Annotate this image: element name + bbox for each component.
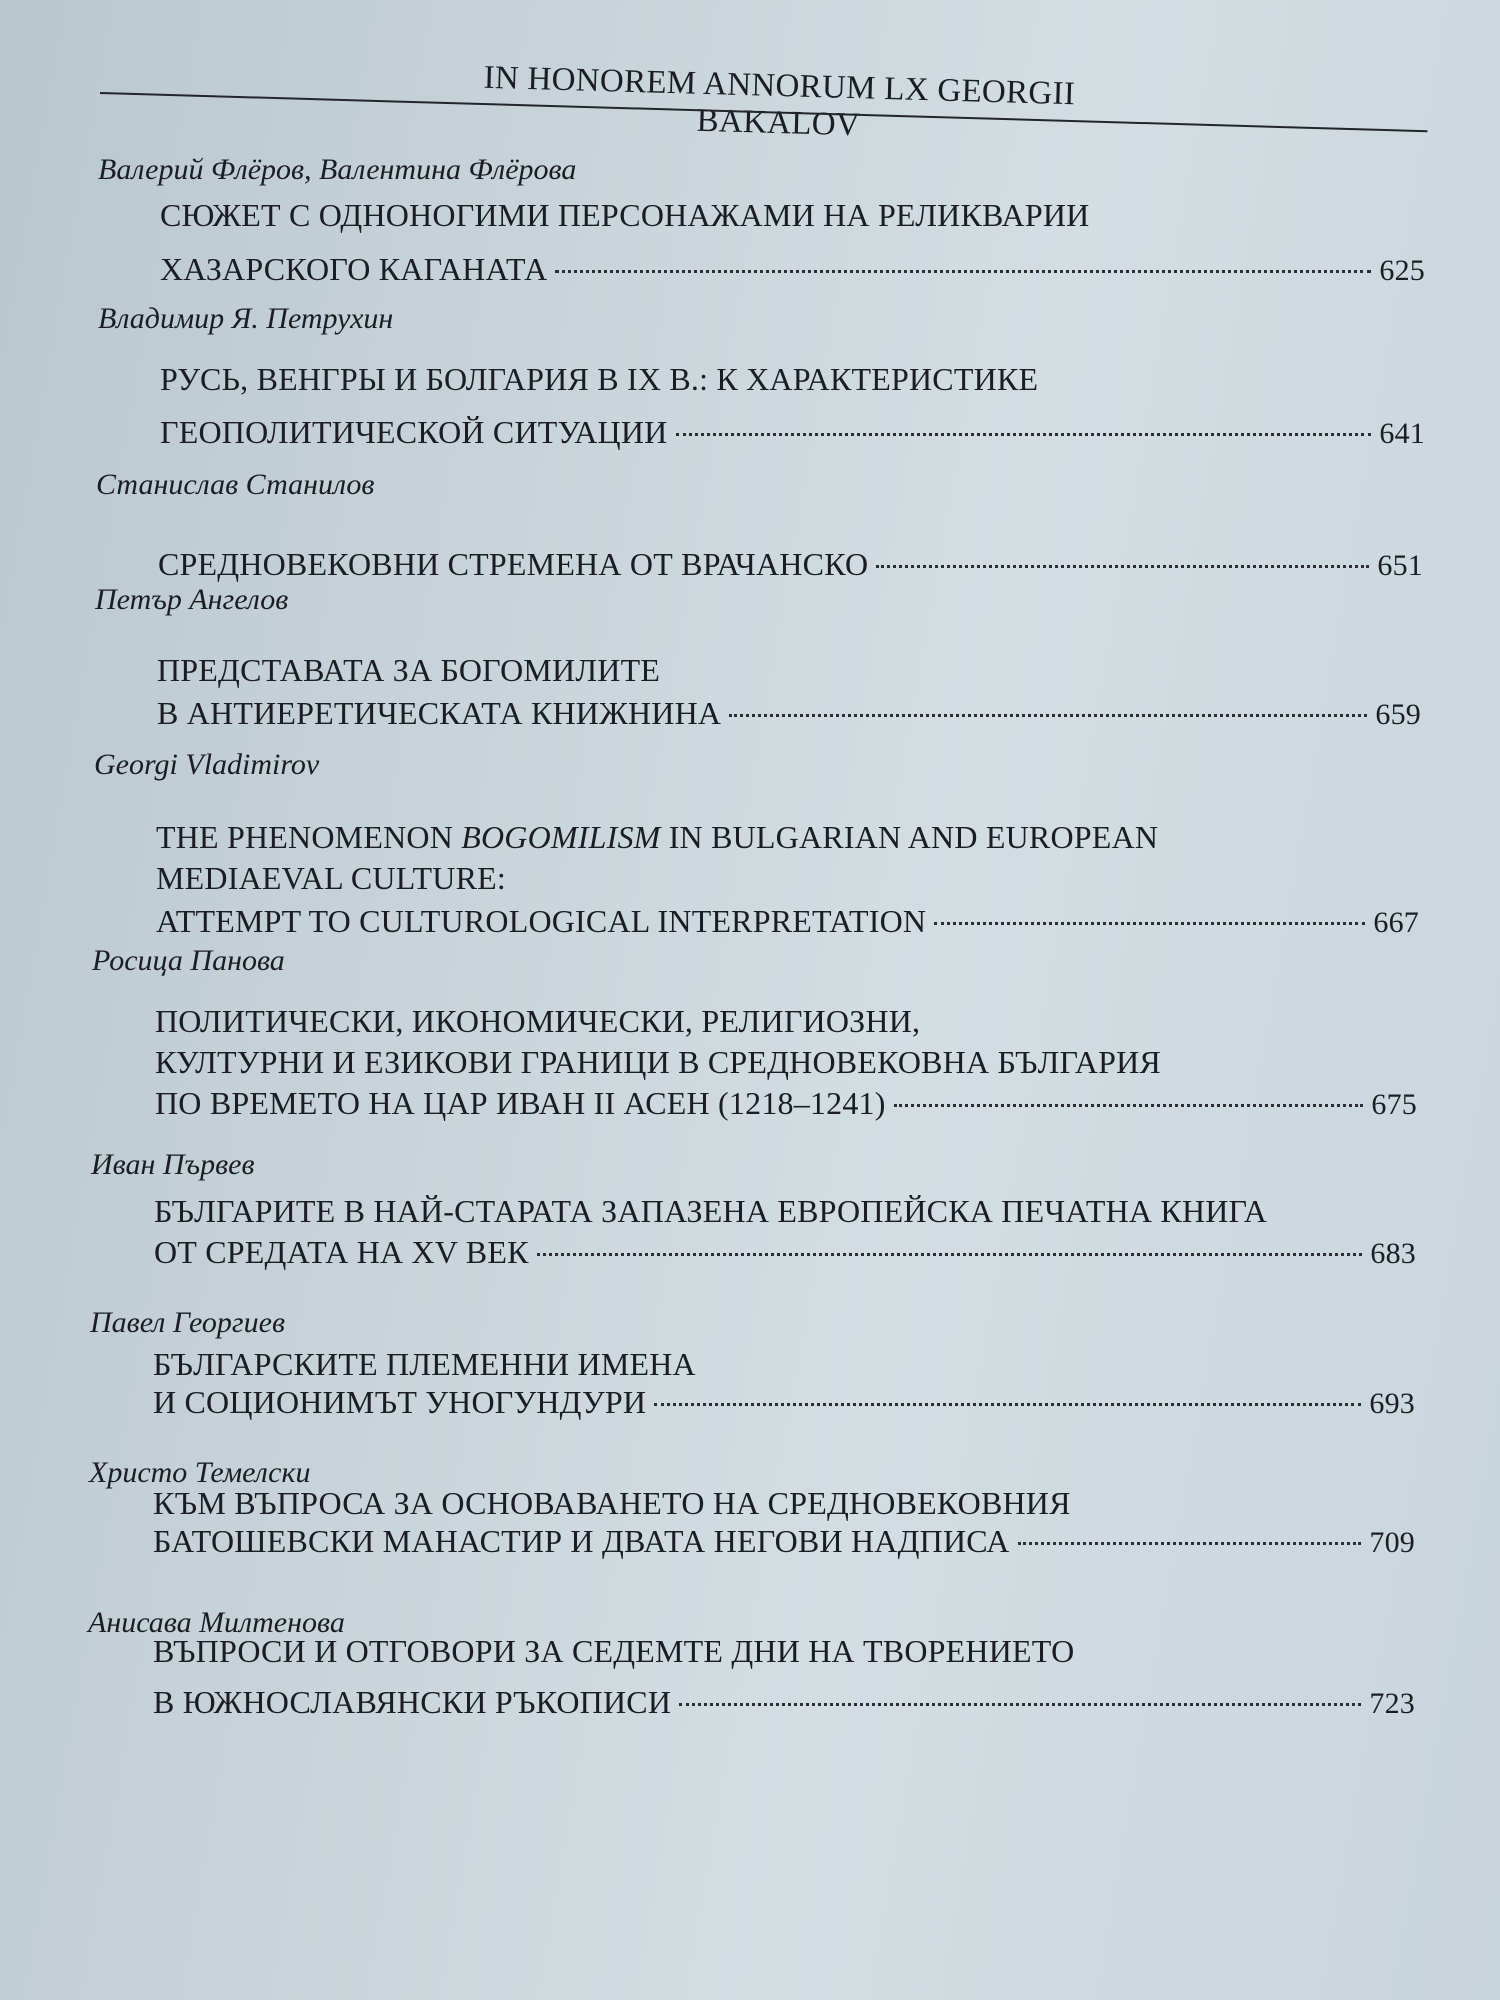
dot-leader [537, 1253, 1363, 1256]
dot-leader [894, 1104, 1364, 1107]
entry-author: Станислав Станилов [96, 468, 375, 501]
entry-title-line [154, 1233, 1416, 1273]
entry-title-emphasis: BOGOMILISM [461, 819, 661, 855]
entry-title-line [157, 694, 1421, 734]
entry-title-line: РУСЬ, ВЕНГРЫ И БОЛГАРИЯ В IX В.: К ХАРАКТЕРИСТИКЕ [160, 361, 1039, 397]
entry-page-number: 675 [1371, 1088, 1417, 1121]
entry-author: Иван Първев [91, 1148, 255, 1181]
entry-title-line: MEDIAEVAL CULTURE: [156, 860, 506, 896]
dot-leader [555, 270, 1371, 273]
entry-author: Валерий Флёров, Валентина Флёрова [98, 153, 577, 186]
entry-title-line [153, 1522, 1415, 1562]
entry-title-line [156, 818, 1158, 856]
entry-title-line [158, 545, 1423, 585]
page-header-title: IN HONOREM ANNORUM LX GEORGII BAKALOV [483, 59, 1076, 144]
entry-page-number: 625 [1379, 254, 1425, 287]
entry-title-line [153, 1683, 1415, 1723]
entry-title-line: ПРЕДСТАВАТА ЗА БОГОМИЛИТЕ [157, 652, 661, 688]
dot-leader [654, 1403, 1361, 1406]
entry-author: Росица Панова [92, 944, 285, 977]
entry-author: Павел Георгиев [90, 1306, 285, 1339]
entry-author: Христо Темелски [89, 1456, 311, 1489]
entry-page-number: 723 [1369, 1687, 1415, 1720]
entry-title-line [160, 413, 1425, 453]
entry-title-line: КЪМ ВЪПРОСА ЗА ОСНОВАВАНЕТО НА СРЕДНОВЕКОВНИЯ [153, 1485, 1071, 1521]
entry-title-text: И СОЦИОНИМЪТ УНОГУНДУРИ [153, 1384, 647, 1420]
dot-leader [934, 922, 1365, 925]
entry-title-text: ОТ СРЕДАТА НА XV ВЕК [154, 1234, 529, 1270]
entry-title-text: БАТОШЕВСКИ МАНАСТИР И ДВАТА НЕГОВИ НАДПИСА [153, 1523, 1010, 1559]
entry-title-line [160, 250, 1425, 290]
entry-title-line [153, 1383, 1415, 1423]
entry-page-number: 659 [1375, 698, 1421, 731]
entry-title-line: СЮЖЕТ С ОДНОНОГИМИ ПЕРСОНАЖАМИ НА РЕЛИКВАРИИ [160, 197, 1090, 233]
entry-title-text: В ЮЖНОСЛАВЯНСКИ РЪКОПИСИ [153, 1684, 672, 1720]
entry-title-line [156, 902, 1419, 942]
entry-title-text: THE PHENOMENON [156, 819, 462, 855]
entry-title-text: В АНТИЕРЕТИЧЕСКАТА КНИЖНИНА [157, 695, 722, 731]
dot-leader [676, 433, 1372, 436]
dot-leader [729, 714, 1367, 717]
entry-page-number: 709 [1369, 1526, 1415, 1559]
entry-page-number: 667 [1373, 906, 1419, 939]
entry-author: Владимир Я. Петрухин [98, 302, 394, 335]
entry-author: Georgi Vladimirov [94, 748, 320, 781]
entry-title-text: СРЕДНОВЕКОВНИ СТРЕМЕНА ОТ ВРАЧАНСКО [158, 546, 869, 582]
entry-title-text: ПО ВРЕМЕТО НА ЦАР ИВАН II АСЕН (1218–1241) [155, 1085, 886, 1121]
entry-title-text: ХАЗАРСКОГО КАГАНАТА [160, 251, 548, 287]
entry-page-number: 683 [1370, 1237, 1416, 1270]
entry-title-line [155, 1084, 1417, 1124]
entry-title-text: ГЕОПОЛИТИЧЕСКОЙ СИТУАЦИИ [160, 414, 668, 450]
entry-page-number: 641 [1379, 417, 1425, 450]
entry-title-text: ATTEMPT TO CULTUROLOGICAL INTERPRETATION [156, 903, 927, 939]
entry-page-number: 693 [1369, 1387, 1415, 1420]
entry-title-text: IN BULGARIAN AND EUROPEAN [660, 819, 1159, 855]
entry-author: Петър Ангелов [95, 583, 289, 616]
dot-leader [679, 1703, 1361, 1706]
entry-title-line: БЪЛГАРСКИТЕ ПЛЕМЕННИ ИМЕНА [153, 1346, 696, 1382]
entry-author: Анисава Милтенова [88, 1606, 345, 1639]
entry-page-number: 651 [1377, 549, 1423, 582]
entry-title-line: ВЪПРОСИ И ОТГОВОРИ ЗА СЕДЕМТЕ ДНИ НА ТВОРЕНИЕТО [153, 1633, 1075, 1669]
dot-leader [876, 565, 1369, 568]
entry-title-line: КУЛТУРНИ И ЕЗИКОВИ ГРАНИЦИ В СРЕДНОВЕКОВНА БЪЛГАРИЯ [155, 1044, 1161, 1080]
dot-leader [1018, 1542, 1362, 1545]
entry-title-line: БЪЛГАРИТЕ В НАЙ-СТАРАТА ЗАПАЗЕНА ЕВРОПЕЙСКА ПЕЧАТНА КНИГА [154, 1193, 1268, 1229]
entry-title-line: ПОЛИТИЧЕСКИ, ИКОНОМИЧЕСКИ, РЕЛИГИОЗНИ, [155, 1003, 921, 1039]
